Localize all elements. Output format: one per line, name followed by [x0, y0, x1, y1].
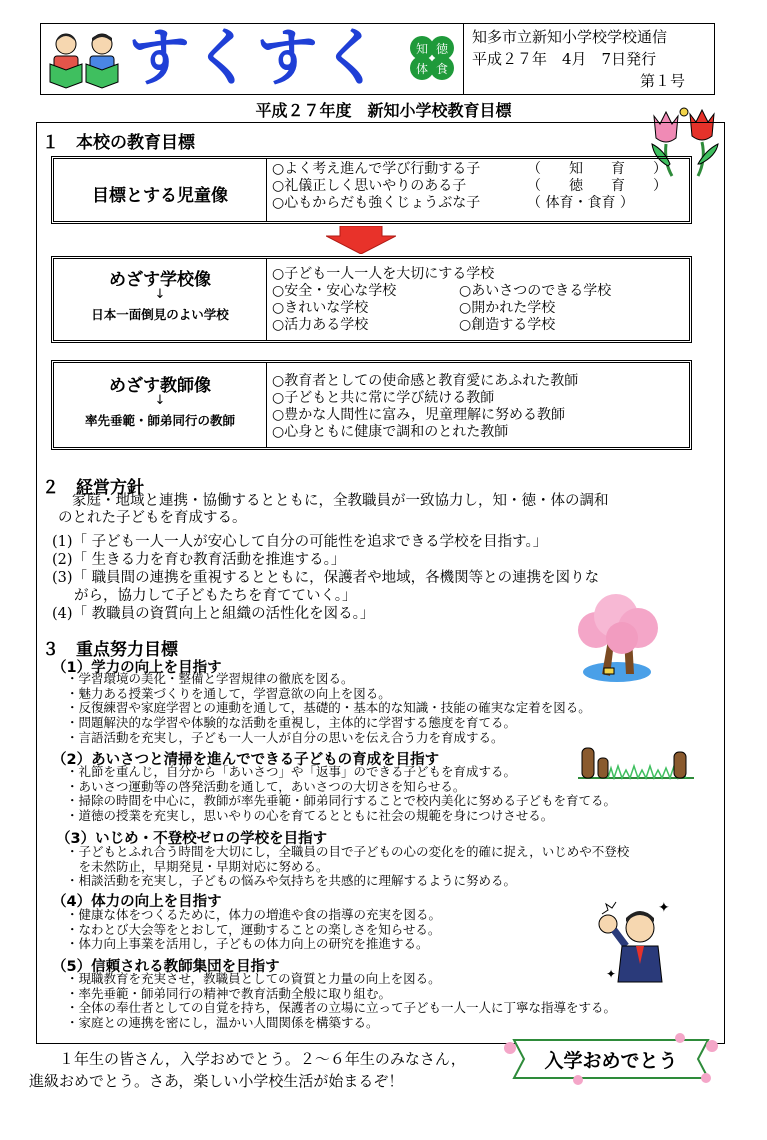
issue-number: 第１号 — [640, 72, 686, 90]
publish-date: 平成２７年 4月 7日発行 — [472, 50, 657, 68]
list-item: ○創造する学校 — [459, 317, 556, 333]
policy-intro-line: 家庭・地域と連携・協働するとともに，全教職員が一致協力し，知・徳・体の調和 — [72, 493, 609, 509]
list-item: ・現職教育を充実させ，教職員としての資質と力量の向上を図る。 — [66, 971, 441, 986]
policy-item: (1)「 子ども一人一人が安心して自分の可能性を追求できる学校を目指す。」 — [52, 534, 548, 550]
down-arrow-icon — [326, 226, 396, 254]
target-child-box — [51, 156, 692, 224]
goal-group-title: （1）学力の向上を目指す — [52, 660, 222, 676]
clover-char: 食 — [435, 62, 449, 76]
list-item: ・あいさつ運動等の啓発活動を通して，あいさつの大切さを知らせる。 — [66, 778, 466, 794]
clover-icon — [404, 34, 460, 86]
list-item: ・相談活動を充実し，子どもの悩みや気持ちを共感的に理解するように努める。 — [66, 873, 517, 889]
list-item: を未然防止，早期発見・早期対応に努める。 — [66, 858, 329, 874]
box-label-cell — [54, 363, 267, 447]
box-label-cell — [54, 159, 267, 221]
svg-text:✦: ✦ — [606, 967, 617, 981]
list-item: ○あいさつのできる学校 — [459, 283, 612, 299]
closing-line: 進級おめでとう。さあ，楽しい小学校生活が始まるぞ！ — [29, 1072, 404, 1090]
down-arrow-small-icon: ↓ — [154, 393, 166, 408]
section-3-heading: ３ 重点努力目標 — [42, 640, 178, 660]
svg-text:✦: ✦ — [658, 900, 670, 916]
list-item: ○豊かな人間性に富み，児童理解に努める教師 — [272, 407, 566, 423]
box-label-cell — [54, 259, 267, 340]
list-item: ○安全・安心な学校 — [272, 283, 397, 299]
goal-group-title: （5）信頼される教師集団を目指す — [52, 959, 280, 975]
goal-group-bullets — [66, 845, 629, 889]
list-item: ・健康な体をつくるために，体力の増進や食の指導の充実を図る。 — [66, 907, 442, 922]
list-item: ○教育者としての使命感と教育愛にあふれた教師 — [272, 373, 579, 389]
school-vision-list-right — [459, 283, 611, 334]
teacher-vision-list — [272, 373, 578, 441]
list-item: ○活力ある学校 — [272, 317, 369, 333]
target-child-label: 目標とする児童像 — [92, 186, 228, 206]
list-item: ・礼節を重んじ，自分から「あいさつ」や「返事」のできる子どもを育成する。 — [66, 764, 517, 779]
school-vision-box — [51, 256, 692, 343]
newsletter-logo-title: すくすく — [128, 21, 385, 94]
list-item: ○心身ともに健康で調和のとれた教師 — [272, 424, 509, 440]
policy-item: (2)「 生きる力を育む教育活動を推進する。」 — [52, 552, 346, 568]
teacher-vision-motto: 率先垂範・師弟同行の教師 — [84, 413, 235, 428]
list-item: ・なわとび大会等をとおして，運動することの楽しさを知らせる。 — [66, 921, 441, 937]
section-1-heading: １ 本校の教育目標 — [42, 133, 195, 153]
goal-group-bullets — [66, 765, 616, 824]
list-item: ・反復練習や家庭学習との連動を通して，基礎的・基本的な知識・技能の確実な定着を図る。 — [66, 700, 591, 716]
header-divider — [463, 23, 464, 95]
section-2-heading: ２ 経営方針 — [42, 478, 144, 498]
category-label: （ 知 育 ） — [527, 161, 667, 177]
clover-char: 体 — [415, 62, 429, 76]
category-label: （ 体育・食育 ） — [527, 195, 634, 211]
list-item: ○子どもと共に常に学び続ける教師 — [272, 390, 495, 406]
goal-group-title: （2）あいさつと清掃を進んでできる子どもの育成を目指す — [52, 752, 440, 768]
list-item: ・家庭との連携を密にし，温かい人間関係を構築する。 — [66, 1015, 379, 1031]
down-arrow-small-icon: ↓ — [154, 287, 166, 302]
teacher-vision-box — [51, 360, 692, 450]
list-item: ○礼儀正しく思いやりのある子 — [272, 178, 467, 194]
list-item: ・掃除の時間を中心に，教師が率先垂範・師弟同行することで校内美化に努める子どもを育てる。 — [66, 793, 617, 809]
entrance-congrats-banner — [500, 1032, 722, 1086]
list-item: ・体力向上事業を活用し，子どもの体力向上の研究を推進する。 — [66, 936, 429, 952]
list-item: ○よく考え進んで学び行動する子 — [272, 161, 481, 177]
list-item: ○きれいな学校 — [272, 300, 369, 316]
list-item: ○心もからだも強くじょうぶな子 — [272, 195, 481, 211]
document-title: 平成２７年度 新知小学校教育目標 — [255, 101, 512, 120]
goal-group-bullets — [66, 972, 616, 1031]
policy-intro-line: のとれた子どもを育成する。 — [58, 510, 247, 526]
target-child-list — [272, 161, 480, 212]
grass-illustration — [578, 742, 694, 780]
list-item: ・問題解決的な学習や体験的な活動を重視し，主体的に学習する態度を育てる。 — [66, 715, 517, 731]
list-item: ・全体の奉仕者としての自覚を持ち，保護者の立場に立って子ども一人一人に丁寧な指導をする。 — [66, 1000, 617, 1016]
publisher-name: 知多市立新知小学校学校通信 — [472, 28, 668, 46]
goal-group-bullets — [66, 672, 591, 746]
policy-intro — [52, 493, 722, 527]
banner-text: 入学おめでとう — [544, 1050, 678, 1072]
list-item: ・学習環境の美化・整備と学習規律の徹底を図る。 — [66, 671, 354, 686]
school-vision-label: めざす学校像 — [109, 270, 211, 290]
closing-line: １年生の皆さん，入学おめでとう。２～６年生のみなさん， — [59, 1050, 466, 1068]
target-child-categories — [527, 161, 667, 212]
children-reading-illustration — [44, 30, 126, 92]
category-label: （ 徳 育 ） — [527, 178, 667, 194]
goal-group-title: （4）体力の向上を目指す — [52, 894, 222, 910]
goal-group-bullets — [66, 908, 441, 952]
list-item: ・道徳の授業を充実し，思いやりの心を育てるとともに社会の規範を身につけさせる。 — [66, 808, 554, 824]
policy-item: (3)「 職員間の連携を重視するとともに，保護者や地域，各機関等との連携を図りな — [52, 570, 600, 586]
list-item: ○開かれた学校 — [459, 300, 556, 316]
list-item: ・魅力ある授業づくりを通して，学習意欲の向上を図る。 — [66, 685, 391, 701]
clover-char: 知 — [415, 42, 429, 56]
list-item: ○子ども一人一人を大切にする学校 — [272, 266, 495, 282]
list-item: ・子どもとふれ合う時間を大切にし，全職員の目で子どもの心の変化を的確に捉え，いじめや不登校 — [66, 844, 630, 859]
list-item: ・率先垂範・師弟同行の精神で教育活動全般に取り組む。 — [66, 985, 392, 1001]
teacher-vision-label: めざす教師像 — [109, 376, 211, 396]
policy-item-continued: がら，協力して子どもたちを育てていく。」 — [74, 588, 357, 604]
goal-group-title: （3）いじめ・不登校ゼロの学校を目指す — [56, 831, 328, 847]
school-vision-motto: 日本一面倒見のよい学校 — [91, 307, 229, 322]
clover-char: 徳 — [435, 42, 449, 56]
policy-item: (4)「 教職員の資質向上と組織の活性化を図る。」 — [52, 606, 375, 622]
closing-message — [29, 1048, 466, 1092]
list-item: ・言語活動を充実し，子ども一人一人が自分の思いを伝え合う力を育成する。 — [66, 729, 504, 745]
